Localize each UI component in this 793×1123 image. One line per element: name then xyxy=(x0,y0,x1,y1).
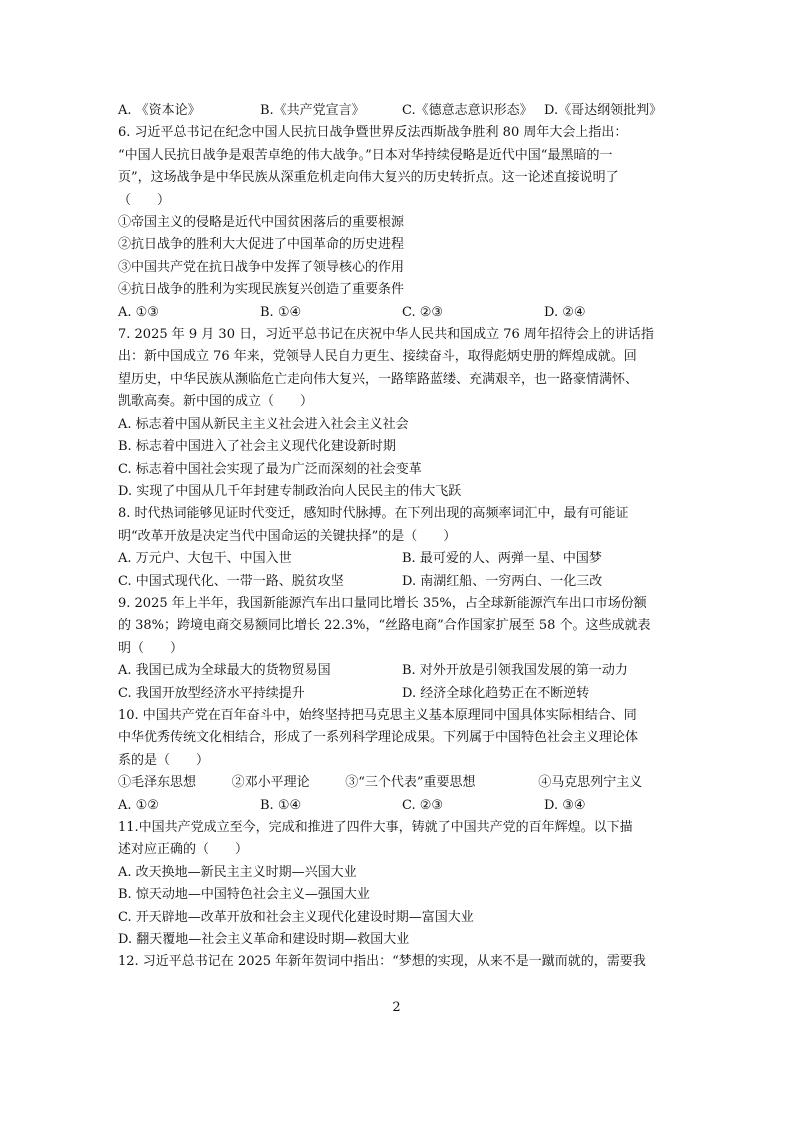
question-stem-line: 9. 2025 年上半年，我国新能源汽车出口量同比增长 35%，占全球新能源汽车出口市场份额 xyxy=(118,595,647,611)
option-a: A. 万元户、大包干、中国入世 xyxy=(118,551,292,567)
statement-item: ④马克思列宁主义 xyxy=(538,775,643,791)
option-b: B. 对外开放是引领我国发展的第一动力 xyxy=(402,663,628,679)
question-8-options-row xyxy=(118,571,686,593)
option-b: B. ①④ xyxy=(260,304,302,320)
question-stem-line: 述对应正确的（ ） xyxy=(118,842,249,858)
option-b: B. ①④ xyxy=(260,797,302,813)
question-stem-line: 6. 习近平总书记在纪念中国人民抗日战争暨世界反法西斯战争胜利 80 周年大会上指出： xyxy=(118,125,628,141)
option-c: C.《德意志意识形态》 xyxy=(402,103,533,118)
question-stem-line: 的 38%；跨境电商交易额同比增长 22.3%，“丝路电商”合作国家扩展至 58 个。这些成就表 xyxy=(118,618,651,634)
question-10 xyxy=(118,705,686,817)
question-stem-line: 10. 中国共产党在百年奋斗中，始终坚持把马克思主义基本原理同中国具体实际相结合、同 xyxy=(118,707,637,723)
question-stem-line: “中国人民抗日战争是艰苦卓绝的伟大战争。”日本对华持续侵略是近代中国“最黑暗的一 xyxy=(118,147,613,163)
option-c: C. 开天辟地—改革开放和社会主义现代化建设时期—富国大业 xyxy=(118,909,474,925)
option-a: A. 改天换地—新民主主义时期—兴国大业 xyxy=(118,864,357,880)
option-d: D.《哥达纲领批判》 xyxy=(544,103,663,118)
option-c: C. 中国式现代化、一带一路、脱贫攻坚 xyxy=(118,573,344,589)
question-8 xyxy=(118,503,686,593)
option-c: C. 我国开放型经济水平持续提升 xyxy=(118,685,305,701)
question-stem-line: 中华优秀传统文化相结合，形成了一系列科学理论成果。下列属于中国特色社会主义理论体 xyxy=(118,730,639,746)
question-9 xyxy=(118,593,686,705)
option-a: A. 我国已成为全球最大的货物贸易国 xyxy=(118,663,331,679)
page-number: 2 xyxy=(392,1000,401,1015)
option-a: A. ①② xyxy=(118,797,159,813)
option-c: C. ②③ xyxy=(402,304,444,320)
option-c: C. ②③ xyxy=(402,797,444,813)
question-10-items xyxy=(118,772,686,794)
option-b: B.《共产党宣言》 xyxy=(260,103,365,118)
statement-item: ④抗日战争的胜利为实现民族复兴创造了重要条件 xyxy=(118,282,405,298)
question-stem-line: 凯歌高奏。新中国的成立（ ） xyxy=(118,394,314,410)
question-stem-line: 明“改革开放是决定当代中国命运的关键抉择”的是（ ） xyxy=(118,528,457,544)
option-d: D. ③④ xyxy=(544,797,586,813)
statement-item: ③中国共产党在抗日战争中发挥了领导核心的作用 xyxy=(118,259,405,275)
question-stem-line: 7. 2025 年 9 月 30 日，习近平总书记在庆祝中华人民共和国成立 76 周年招待会上的讲话指 xyxy=(118,327,654,343)
question-11 xyxy=(118,817,686,951)
option-b: B. 标志着中国进入了社会主义现代化建设新时期 xyxy=(118,439,396,455)
exam-page-content xyxy=(118,100,686,974)
statement-item: ①帝国主义的侵略是近代中国贫困落后的重要根源 xyxy=(118,215,405,231)
option-c: C. 标志着中国社会实现了最为广泛而深刻的社会变革 xyxy=(118,461,422,477)
option-d: D. 实现了中国从几千年封建专制政治向人民民主的伟大飞跃 xyxy=(118,483,462,499)
question-stem-line: 11.中国共产党成立至今，完成和推进了四件大事，铸就了中国共产党的百年辉煌。以下描 xyxy=(118,820,633,835)
question-6-options xyxy=(118,302,686,324)
statement-item: ③“三个代表”重要思想 xyxy=(345,775,476,791)
question-7 xyxy=(118,324,686,503)
question-stem-line: 12. 习近平总书记在 2025 年新年贺词中指出：“梦想的实现，从来不是一蹴而就的，需要我 xyxy=(118,954,646,970)
question-9-options-row xyxy=(118,660,686,682)
option-d: D. 南湖红船、一穷两白、一化三改 xyxy=(402,573,603,589)
question-9-options-row xyxy=(118,683,686,705)
question-stem-line: 望历史，中华民族从濒临危亡走向伟大复兴，一路筚路蓝缕、充满艰辛，也一路豪情满怀、 xyxy=(118,371,639,387)
question-stem-line: 8. 时代热词能够见证时代变迁，感知时代脉搏。在下列出现的高频率词汇中，最有可能证 xyxy=(118,506,629,522)
question-10-options xyxy=(118,795,686,817)
question-stem-line: 页”，这场战争是中华民族从深重危机走向伟大复兴的历史转折点。这一论述直接说明了 xyxy=(118,170,619,186)
option-b: B. 最可爱的人、两弹一星、中国梦 xyxy=(402,551,602,567)
question-6 xyxy=(118,122,686,324)
option-d: D. ②④ xyxy=(544,304,586,320)
statement-item: ②抗日战争的胜利大大促进了中国革命的历史进程 xyxy=(118,237,405,253)
question-stem-line: 系的是（ ） xyxy=(118,752,210,768)
statement-item: ②邓小平理论 xyxy=(231,775,310,791)
statement-item: ①毛泽东思想 xyxy=(118,775,197,791)
option-b: B. 惊天动地—中国特色社会主义—强国大业 xyxy=(118,887,370,903)
question-12 xyxy=(118,951,686,973)
option-d: D. 经济全球化趋势正在不断逆转 xyxy=(402,685,590,701)
option-a: A. 《资本论》 xyxy=(118,103,201,118)
question-8-options-row xyxy=(118,548,686,570)
question-stem-line: 明（ ） xyxy=(118,640,184,656)
question-stem-line: 出：新中国成立 76 年来，党领导人民自力更生、接续奋斗，取得彪炳史册的辉煌成就。回 xyxy=(118,349,637,365)
question-5-options xyxy=(118,100,686,122)
option-a: A. 标志着中国从新民主主义社会进入社会主义社会 xyxy=(118,416,409,432)
option-d: D. 翻天覆地—社会主义革命和建设时期—救国大业 xyxy=(118,932,410,948)
option-a: A. ①③ xyxy=(118,304,159,320)
question-stem-line: （ ） xyxy=(118,192,171,208)
